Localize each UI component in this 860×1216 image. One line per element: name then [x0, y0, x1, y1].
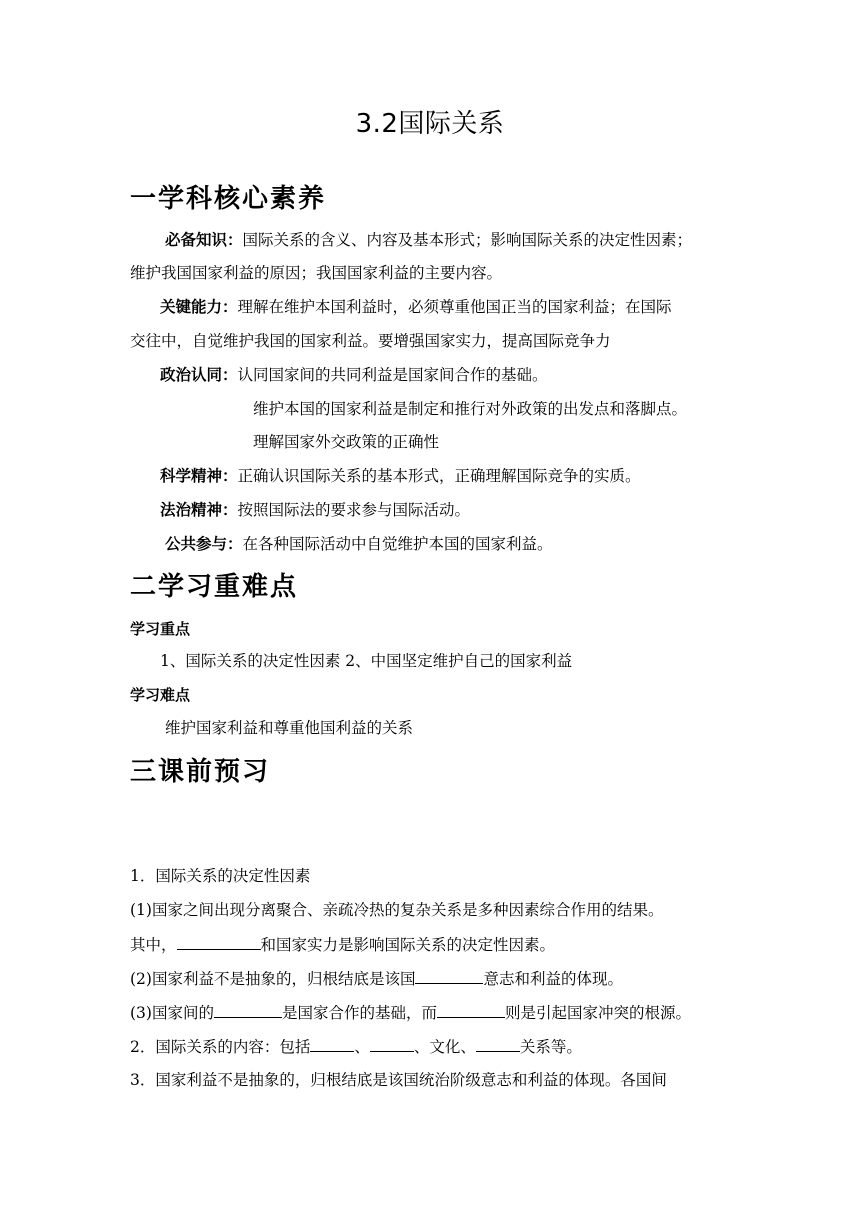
text-fragment: 则是引起国家冲突的根源。	[504, 1004, 691, 1022]
preview-question-2	[130, 967, 623, 990]
fill-blank[interactable]	[476, 1035, 520, 1052]
preview-question-1: 1．国际关系的决定性因素	[130, 867, 311, 885]
text-fragment: 关系等。	[519, 1038, 582, 1056]
item-text: 按照国际法的要求参与国际活动。	[237, 501, 471, 519]
item-text: 正确认识国际关系的基本形式，正确理解国际竞争的实质。	[237, 467, 641, 485]
fill-blank[interactable]	[310, 1035, 354, 1052]
item-text: 理解在维护本国利益时，必须尊重他国正当的国家利益；在国际	[237, 298, 672, 316]
item-political-identity-line2: 维护本国的国家利益是制定和推行对外政策的出发点和落脚点。	[253, 400, 688, 418]
section-heading-key-difficult-points: 二学习重难点	[130, 572, 299, 602]
item-label: 法治精神：	[160, 501, 238, 519]
fill-blank[interactable]	[437, 1001, 505, 1018]
item-essential-knowledge-line1	[165, 229, 692, 251]
item-public-participation	[165, 533, 553, 555]
text-fragment: 意志和利益的体现。	[483, 970, 623, 988]
subheading-difficult-points: 学习难点	[130, 686, 191, 704]
difficult-points-text: 维护国家利益和尊重他国利益的关系	[165, 719, 414, 737]
text-fragment: (2)国家利益不是抽象的，归根结底是该国	[130, 970, 416, 988]
item-key-ability-line1	[160, 296, 672, 318]
preview-question-1b	[130, 933, 555, 956]
section-heading-core-literacy: 一学科核心素养	[130, 184, 327, 214]
text-fragment: 其中，	[130, 936, 177, 954]
subheading-key-points: 学习重点	[130, 620, 191, 638]
preview-question-1a: (1)国家之间出现分离聚合、亲疏冷热的复杂关系是多种因素综合作用的结果。	[130, 901, 664, 919]
item-rule-of-law-spirit	[160, 499, 470, 521]
preview-question-4	[130, 1035, 582, 1058]
page-title: 3.2国际关系	[355, 109, 505, 139]
preview-question-5: 3．国家利益不是抽象的，归根结底是该国统治阶级意志和利益的体现。各国间	[130, 1071, 667, 1089]
item-label: 政治认同：	[160, 366, 238, 384]
text-fragment: 是国家合作的基础，而	[281, 1004, 437, 1022]
fill-blank[interactable]	[177, 933, 261, 950]
item-text: 国际关系的含义、内容及基本形式；影响国际关系的决定性因素；	[242, 231, 693, 249]
text-fragment: 、文化、	[413, 1038, 476, 1056]
fill-blank[interactable]	[370, 1035, 414, 1052]
key-points-text: 1、国际关系的决定性因素 2、中国坚定维护自己的国家利益	[160, 652, 573, 670]
fill-blank[interactable]	[214, 1001, 282, 1018]
item-key-ability-line2: 交往中，自觉维护我国的国家利益。要增强国家实力，提高国际竞争力	[130, 332, 611, 350]
item-political-identity-line1	[160, 364, 548, 386]
item-political-identity-line3: 理解国家外交政策的正确性	[253, 433, 440, 451]
item-label: 公共参与：	[165, 535, 243, 553]
item-essential-knowledge-line2: 维护我国国家利益的原因；我国国家利益的主要内容。	[130, 264, 503, 282]
preview-question-3	[130, 1001, 691, 1024]
section-heading-preview: 三课前预习	[130, 757, 271, 787]
item-text: 在各种国际活动中自觉维护本国的国家利益。	[242, 535, 553, 553]
item-label: 关键能力：	[160, 298, 238, 316]
item-label: 必备知识：	[165, 231, 243, 249]
text-fragment: 、	[354, 1038, 370, 1056]
item-text: 认同国家间的共同利益是国家间合作的基础。	[237, 366, 548, 384]
item-scientific-spirit	[160, 465, 641, 487]
fill-blank[interactable]	[415, 967, 483, 984]
text-fragment: 和国家实力是影响国际关系的决定性因素。	[260, 936, 556, 954]
text-fragment: 2．国际关系的内容：包括	[130, 1038, 311, 1056]
item-label: 科学精神：	[160, 467, 238, 485]
text-fragment: (3)国家间的	[130, 1004, 214, 1022]
